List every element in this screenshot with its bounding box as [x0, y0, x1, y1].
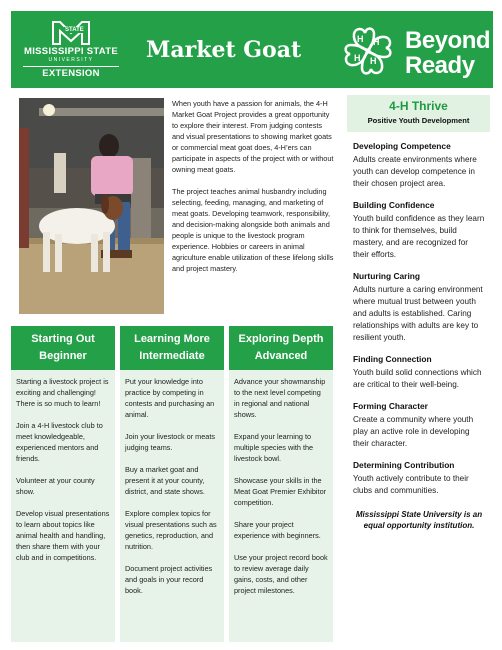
column-item: Explore complex topics for visual presentations such as genetics, reproduction, and nutrition. [125, 509, 217, 551]
logo-divider [23, 66, 119, 67]
column-intermediate [120, 326, 224, 642]
principle-heading: Forming Character [353, 401, 428, 411]
svg-text:H: H [373, 37, 380, 47]
beyond-line1: Beyond [405, 27, 491, 54]
logo-extension: EXTENSION [42, 68, 100, 79]
column-body [11, 370, 115, 563]
hero-photo-goat-show [19, 98, 164, 314]
logo-state-badge: STATE [65, 27, 84, 33]
column-item: Showcase your skills in the Meat Goat Premier Exhibitor competition. [234, 476, 327, 507]
principle-text: Adults create environments where youth can develop competence in their chosen project area. [353, 155, 477, 188]
column-item: Buy a market goat and present it at your county, district, and state shows. [125, 465, 205, 496]
column-title: Exploring Depth [238, 333, 324, 345]
column-item: Join your livestock or meats judging teams. [125, 432, 216, 452]
column-advanced [229, 326, 333, 642]
column-header [229, 326, 333, 370]
beyond-line2: Ready [405, 52, 475, 79]
principle-heading: Developing Competence [353, 141, 451, 151]
principle-text: Youth actively contribute to their clubs and communities. [353, 474, 469, 495]
principle-text: Create a community where youth play an active role in developing their character. [353, 415, 474, 448]
thrive-header [347, 95, 490, 132]
column-item: Advance your showmanship to the next level competing in regional and national shows. [234, 377, 326, 419]
column-item: Put your knowledge into practice by competing in contests and purchasing an animal. [125, 377, 215, 419]
column-item: Starting a livestock project is exciting and challenging! There is so much to learn! [16, 377, 109, 408]
svg-text:H: H [370, 56, 377, 66]
principle-heading: Determining Contribution [353, 460, 455, 470]
svg-text:H: H [354, 53, 361, 63]
column-item: Share your project experience with beginners. [234, 520, 321, 540]
column-beginner [11, 326, 115, 642]
column-level: Intermediate [139, 350, 205, 362]
column-item: Expand your learning to multiple species with the livestock bowl. [234, 432, 314, 463]
column-title: Learning More [134, 333, 210, 345]
thrive-subtitle: Positive Youth Development [367, 116, 470, 125]
thrive-sidebar [347, 95, 490, 642]
thrive-principles [347, 132, 490, 531]
four-h-clover-icon [341, 24, 395, 78]
intro-text [172, 98, 336, 285]
msu-extension-logo [17, 19, 125, 83]
column-item: Volunteer at your county show. [16, 476, 95, 496]
svg-text:H: H [357, 34, 364, 44]
column-item: Document project activities and goals in your record book. [125, 564, 213, 595]
principle-text: Youth build confidence as they learn to think for themselves, build mastery, and are recognized for their efforts. [353, 214, 485, 259]
column-item: Develop visual presentations to learn about topics like animal health and handling, then share them with your club and in competitions. [16, 509, 110, 562]
page-title: Market Goat [146, 37, 302, 63]
column-body [120, 370, 224, 596]
logo-university-label: UNIVERSITY [48, 57, 94, 63]
principle-heading: Finding Connection [353, 354, 432, 364]
thrive-title: 4-H Thrive [389, 99, 448, 113]
intro-paragraph-1: When youth have a passion for animals, the 4-H Market Goat Project provides a great opportunity to explore their interest. From judging contests and visual presentations to showing market goats or commercial meat goat does, 4-H’ers can participate in aspects of the project with or without owning meat goats. [172, 99, 334, 174]
column-item: Join a 4-H livestock club to meet knowledgeable, experienced mentors and friends. [16, 421, 103, 463]
principle-heading: Nurturing Caring [353, 271, 420, 281]
intro-paragraph-2: The project teaches animal husbandry including selecting, feeding, managing, and marketing of meat goats. Developing teamwork, responsibility, and decision-making alongside both animals and people is unique to the livestock program experience. Hobbies or careers in animal agriculture enable utilization of these lifelong skills and project mastery. [172, 187, 334, 273]
column-title: Starting Out [31, 333, 95, 345]
header-banner [11, 11, 493, 88]
logo-university-name: MISSISSIPPI STATE [24, 46, 118, 57]
column-item: Use your project record book to review average daily gains, costs, and other project milestones. [234, 553, 328, 595]
column-level: Advanced [254, 350, 308, 362]
column-level: Beginner [39, 350, 87, 362]
principle-text: Youth build solid connections which are critical to their well-being. [353, 368, 482, 389]
principle-heading: Building Confidence [353, 200, 435, 210]
column-header [11, 326, 115, 370]
equal-opportunity-note: Mississippi State University is an equal opportunity institution. [355, 510, 483, 530]
beyond-ready-wordmark [405, 28, 490, 78]
column-body [229, 370, 333, 596]
column-header [120, 326, 224, 370]
principle-text: Adults nurture a caring environment where mutual trust between youth and adults is established. Caring relationships with adults are key to resilient youth. [353, 285, 483, 342]
